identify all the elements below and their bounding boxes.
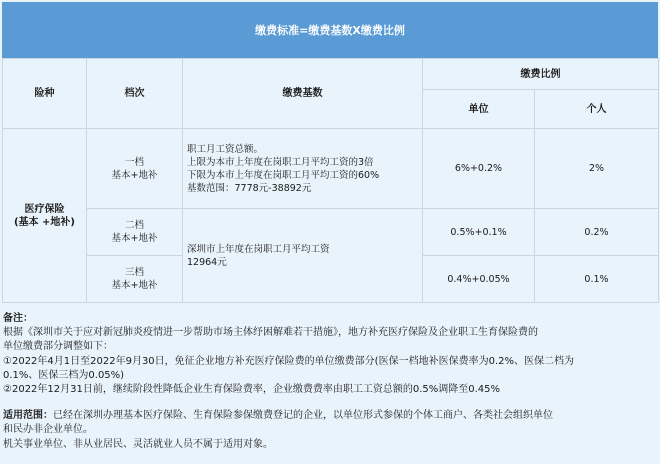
- tier-name: 一档: [124, 156, 144, 168]
- base-line: 12964元: [187, 256, 227, 268]
- category-sub: (基本 +地补): [13, 216, 75, 228]
- base-line: 上限为本市上年度在岗职工月平均工资的3倍: [187, 156, 374, 168]
- tier-sub: 基本+地补: [111, 233, 158, 244]
- unit-rate-3: 0.4%+0.05%: [423, 256, 535, 303]
- scope-line: 和民办非企业单位。: [3, 424, 93, 436]
- header-tier: 档次: [87, 59, 183, 129]
- header-category: 险种: [3, 59, 87, 129]
- table-title: 缴费标准=缴费基数X缴费比例: [2, 2, 658, 58]
- base-line: 职工月工资总额。: [187, 143, 264, 155]
- personal-rate-1: 2%: [535, 129, 659, 209]
- base-line: 下限为本市上年度在岗职工月平均工资的60%: [187, 169, 380, 181]
- notes-line: 根据《深圳市关于应对新冠肺炎疫情进一步帮助市场主体纾困解难若干措施》，地方补充医疗保险及企业职工生育保险费的: [3, 327, 538, 339]
- notes-heading: 备注：: [3, 313, 33, 324]
- category-cell: [3, 129, 87, 303]
- personal-rate-3: 0.1%: [535, 256, 659, 303]
- header-unit: 单位: [423, 90, 535, 129]
- notes-line: ②2022年12月31日前，继续阶段性降低企业生育保险费率，企业缴费费率由职工工资总额的0.5%调降至0.45%: [3, 384, 501, 396]
- unit-rate-2: 0.5%+0.1%: [423, 209, 535, 256]
- notes-line: 单位缴费部分调整如下：: [3, 341, 113, 353]
- base-cell-1: [183, 129, 423, 209]
- tier-sub: 基本+地补: [111, 280, 158, 291]
- unit-rate-1: 6%+0.2%: [423, 129, 535, 209]
- base-line: 基数范围：7778元-38892元: [187, 182, 312, 194]
- scope-line: [3, 409, 655, 423]
- tier-cell-3: [87, 256, 183, 303]
- tier-name: 二档: [124, 220, 144, 231]
- base-line: 深圳市上年度在岗职工月平均工资: [187, 243, 330, 255]
- scope-line: 机关事业单位、非从业居民、灵活就业人员不属于适用对象。: [3, 438, 273, 450]
- personal-rate-2: 0.2%: [535, 209, 659, 256]
- base-cell-2: [183, 209, 423, 303]
- tier-cell-2: [87, 209, 183, 256]
- fee-table: [2, 58, 659, 303]
- notes-line: ①2022年4月1日至2022年9月30日，免征企业地方补充医疗保险费的单位缴费部分(医保一档地补医保费率为0.2%、医保二档为: [3, 355, 574, 367]
- header-base: 缴费基数: [183, 59, 423, 129]
- header-ratio: 缴费比例: [423, 59, 659, 90]
- category-name: 医疗保险: [24, 203, 65, 215]
- tier-sub: 基本+地补: [111, 169, 158, 181]
- tier-cell-1: [87, 129, 183, 209]
- header-personal: 个人: [535, 90, 659, 129]
- scope-label: 适用范围：: [3, 410, 53, 422]
- tier-name: 三档: [124, 267, 144, 278]
- notes-line: 0.1%、医保三档为0.05%): [3, 369, 125, 381]
- scope-text: 已经在深圳办理基本医疗保险、生育保险参保缴费登记的企业，以单位形式参保的个体工商户、各类社会组织单位: [53, 410, 553, 422]
- notes-section: [3, 312, 655, 452]
